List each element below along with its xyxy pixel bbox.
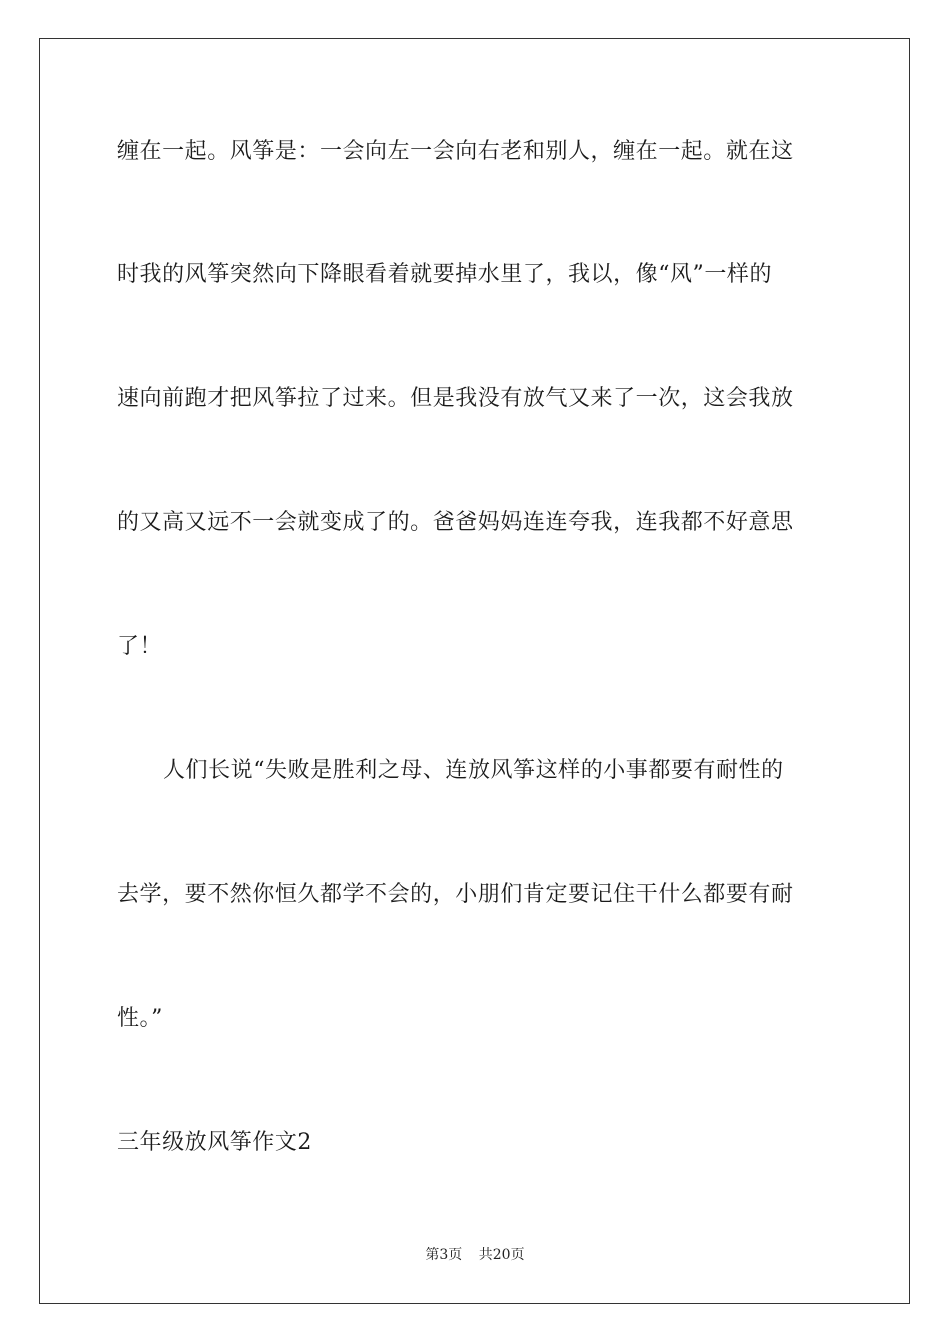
paragraph-line-8: 性。” [117,1006,163,1031]
paragraph-line-7: 去学，要不然你恒久都学不会的，小朋们肯定要记住干什么都要有耐 [117,882,794,907]
paragraph-line-4: 的又高又远不一会就变成了的。爸爸妈妈连连夸我，连我都不好意思 [117,510,794,535]
paragraph-line-2: 时我的风筝突然向下降眼看着就要掉水里了，我以，像“风”一样的 [117,262,772,287]
paragraph-line-3: 速向前跑才把风筝拉了过来。但是我没有放气又来了一次，这会我放 [117,386,794,411]
page-footer [0,1245,950,1265]
paragraph-line-5: 了！ [117,634,163,659]
total-pages: 共20页 [478,1247,525,1263]
paragraph-line-1: 缠在一起。风筝是：一会向左一会向右老和别人，缠在一起。就在这 [117,139,794,164]
section-heading: 三年级放风筝作文2 [117,1130,312,1155]
page-number: 第3页 [425,1247,463,1263]
page-border [39,38,910,1304]
paragraph-line-6: 人们长说“失败是胜利之母、连放风筝这样的小事都要有耐性的 [163,758,784,783]
